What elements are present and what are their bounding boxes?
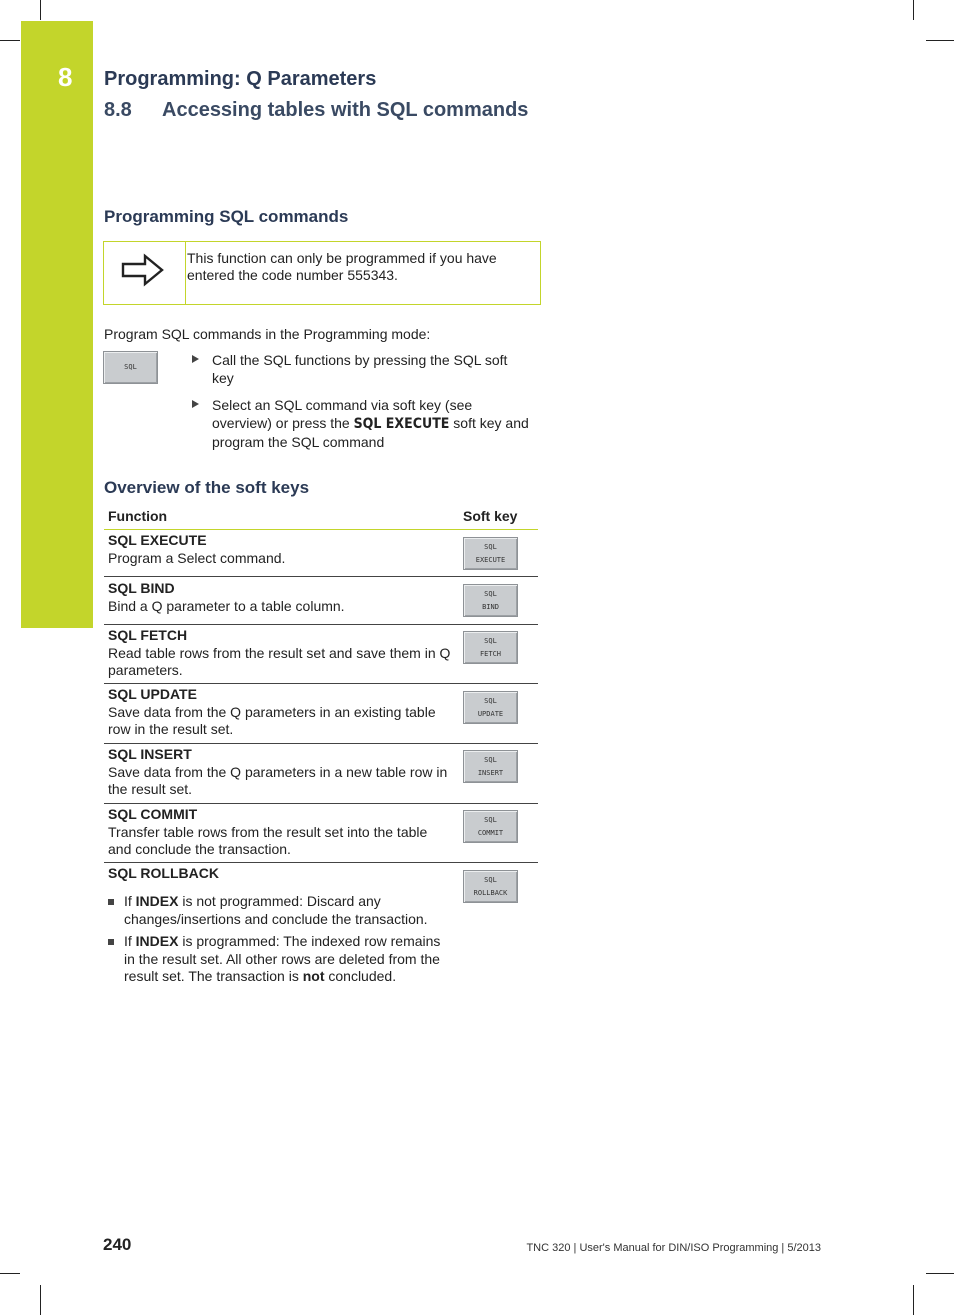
step-2-post: soft key and program the SQL command (212, 415, 529, 450)
row-divider (104, 624, 538, 625)
step-1 (192, 351, 532, 387)
softkey-line-1: SQL (484, 696, 497, 705)
softkey-sql-bind[interactable] (463, 584, 518, 617)
softkey-line-1: SQL (484, 636, 497, 645)
function-name: SQL FETCH (108, 627, 188, 643)
softkey-line-2: FETCH (479, 649, 502, 658)
softkey-sql-commit[interactable] (463, 810, 518, 843)
col-header-softkey: Soft key (463, 508, 518, 524)
rollback-bullet-1 (108, 893, 448, 928)
note-divider (185, 242, 186, 304)
table-row (108, 686, 453, 739)
square-bullet-icon (108, 939, 114, 945)
chapter-tab (21, 21, 93, 628)
function-desc: Save data from the Q parameters in a new table row in the result set. (108, 763, 448, 797)
b1-post: is not programmed: Discard any changes/insertions and conclude the transaction. (124, 893, 428, 927)
b2-mid: is programmed: The indexed row remains in the result set. All other rows are deleted from the result set. The transaction is (124, 933, 441, 984)
table-row (108, 532, 453, 567)
step-2-pre: Select an SQL command via soft key (see overview) or press the (212, 397, 473, 431)
intro-text: Program SQL commands in the Programming mode: (104, 326, 431, 342)
function-name: SQL BIND (108, 580, 175, 596)
table-row (108, 746, 453, 799)
softkey-line-1: SQL (484, 589, 497, 598)
b2-pre: If (124, 933, 136, 949)
arrow-right-icon (121, 253, 165, 287)
function-name: SQL ROLLBACK (108, 865, 219, 881)
rollback-bullet-2 (108, 933, 448, 986)
crop-mark (0, 40, 20, 41)
step-2-bold: SQL EXECUTE (353, 416, 450, 432)
function-desc: Read table rows from the result set and save them in Q parameters. (108, 644, 451, 678)
b1-bold: INDEX (135, 893, 179, 909)
row-divider (104, 862, 538, 863)
b1-pre: If (124, 893, 136, 909)
softkey-line-2: ROLLBACK (473, 888, 508, 897)
col-header-function: Function (108, 508, 168, 524)
programming-heading: Programming SQL commands (104, 207, 349, 226)
row-divider (104, 683, 538, 684)
softkey-sql-insert[interactable] (463, 750, 518, 783)
triangle-bullet-icon (192, 355, 199, 363)
rollback-bullet-2-text (124, 933, 448, 986)
function-name: SQL INSERT (108, 746, 192, 762)
section-number: 8.8 (104, 99, 132, 121)
softkey-line-1: SQL (484, 875, 497, 884)
row-divider (104, 743, 538, 744)
table-row (108, 580, 453, 615)
row-divider (104, 803, 538, 804)
section-title-text: Accessing tables with SQL commands (162, 99, 529, 121)
softkey-line-2: UPDATE (477, 709, 504, 718)
crop-mark (913, 0, 914, 20)
function-desc: Transfer table rows from the result set into the table and conclude the transaction. (108, 823, 428, 857)
softkey-line-2: INSERT (477, 768, 504, 777)
softkey-line-1: SQL (484, 755, 497, 764)
chapter-title: Programming: Q Parameters (104, 68, 377, 90)
softkey-line-2: EXECUTE (475, 555, 506, 564)
crop-mark (926, 1273, 954, 1274)
b2-bold-2: not (302, 968, 325, 984)
softkey-line-2: COMMIT (477, 828, 504, 837)
crop-mark (926, 40, 954, 41)
function-name: SQL EXECUTE (108, 532, 207, 548)
chapter-number: 8 (58, 62, 73, 92)
function-desc: Program a Select command. (108, 549, 286, 566)
softkey-label: SQL (124, 363, 137, 371)
step-1-text: Call the SQL functions by pressing the SQL soft key (212, 352, 508, 386)
sql-softkey[interactable] (103, 351, 158, 384)
function-desc: Save data from the Q parameters in an existing table row in the result set. (108, 703, 436, 737)
step-2 (192, 396, 532, 451)
table-row (108, 806, 453, 859)
square-bullet-icon (108, 899, 114, 905)
function-name: SQL UPDATE (108, 686, 197, 702)
function-name: SQL COMMIT (108, 806, 198, 822)
softkey-line-1: SQL (484, 542, 497, 551)
function-desc: Bind a Q parameter to a table column. (108, 597, 345, 614)
section-title (104, 99, 528, 122)
table-row (108, 865, 453, 883)
note-line-2: entered the code number 555343. (187, 267, 398, 283)
crop-mark (0, 1273, 20, 1274)
softkey-sql-execute[interactable] (463, 537, 518, 570)
overview-heading: Overview of the soft keys (104, 478, 310, 497)
crop-mark (913, 1285, 914, 1315)
note-text (187, 250, 527, 284)
softkey-sql-update[interactable] (463, 691, 518, 724)
step-2-text (212, 396, 532, 451)
note-line-1: This function can only be programmed if you have (187, 250, 497, 266)
softkey-sql-rollback[interactable] (463, 870, 518, 903)
crop-mark (40, 0, 41, 20)
note-box (103, 241, 541, 305)
rollback-bullet-1-text (124, 893, 448, 928)
row-divider (104, 576, 538, 577)
footer-text: TNC 320 | User's Manual for DIN/ISO Programming | 5/2013 (526, 1242, 821, 1254)
b2-post: concluded. (324, 968, 397, 984)
softkey-sql-fetch[interactable] (463, 631, 518, 664)
page-number: 240 (103, 1235, 132, 1254)
table-header-rule (104, 529, 538, 530)
softkey-line-2: BIND (482, 602, 499, 611)
triangle-bullet-icon (192, 400, 199, 408)
b2-bold: INDEX (135, 933, 179, 949)
softkey-line-1: SQL (484, 815, 497, 824)
table-row (108, 627, 453, 680)
crop-mark (40, 1285, 41, 1315)
